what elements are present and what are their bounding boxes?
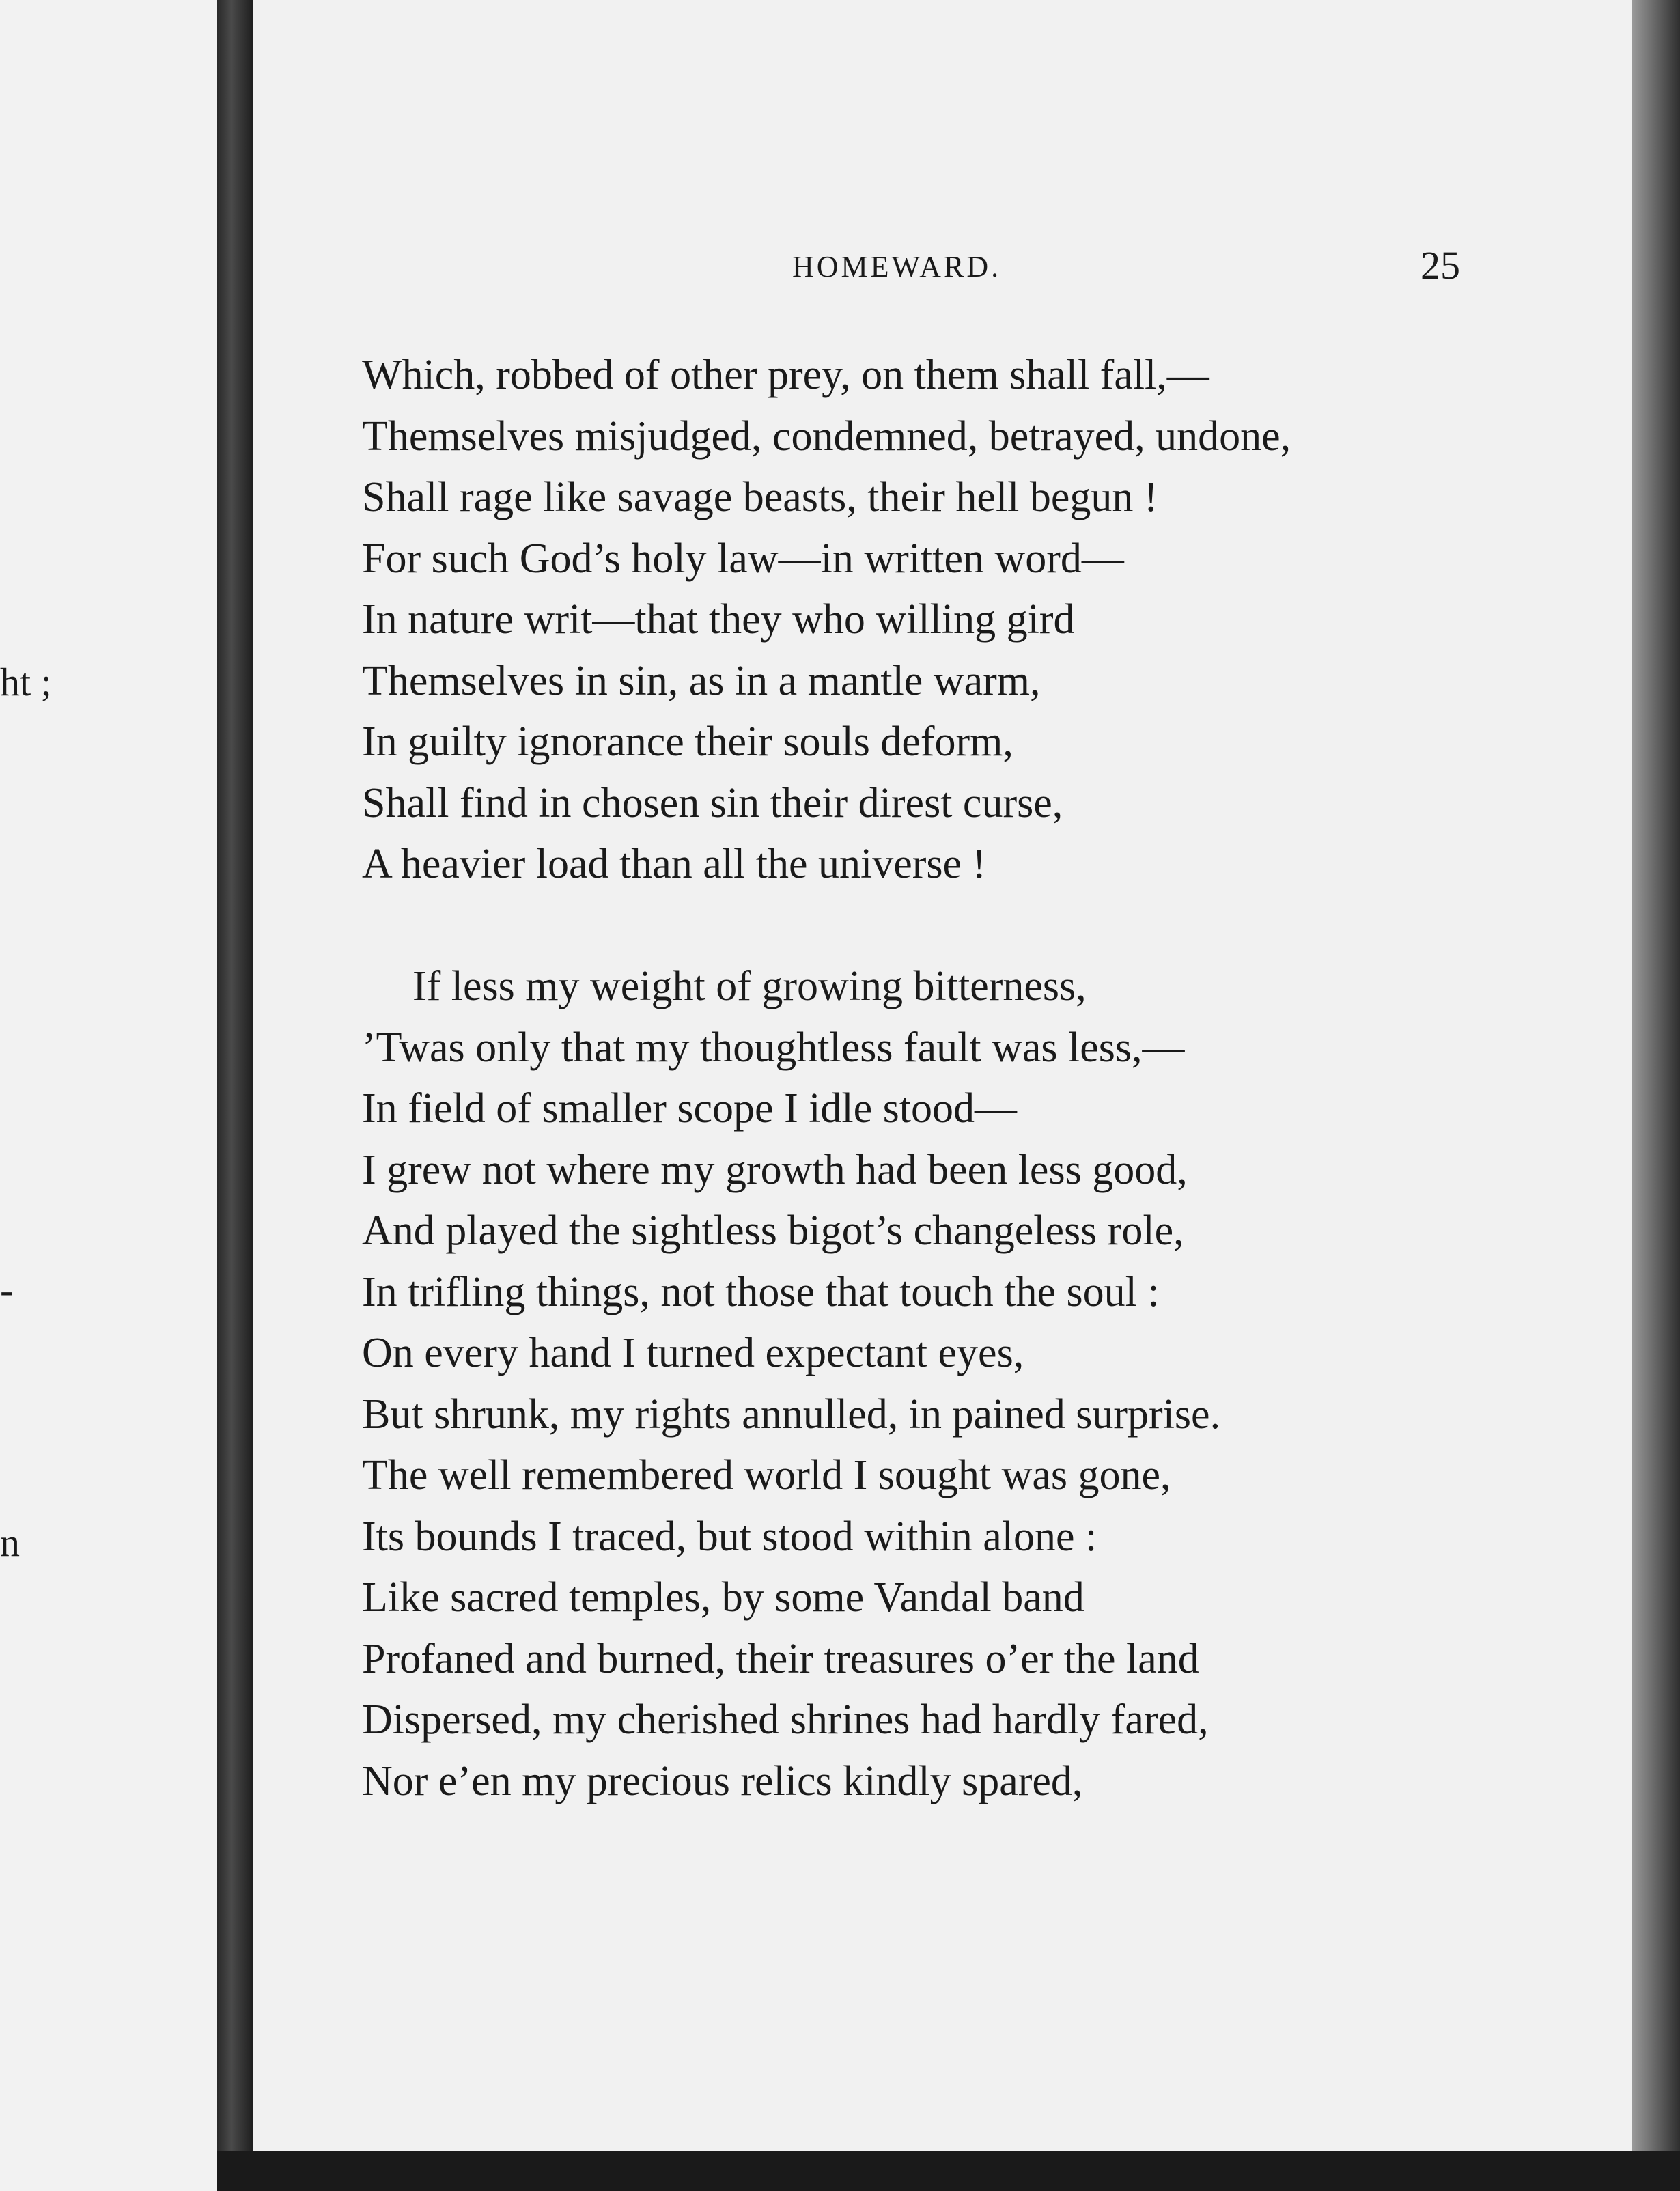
poem-line: In guilty ignorance their souls deform, xyxy=(362,718,1013,765)
poem-line: In trifling things, not those that touch the soul : xyxy=(362,1268,1160,1315)
poem-line: Shall find in chosen sin their direst curse, xyxy=(362,779,1063,826)
poem-line: In nature writ—that they who willing gird xyxy=(362,596,1075,643)
poem-line-indented: If less my weight of growing bitterness, xyxy=(412,963,1087,1009)
left-page-fragment: n xyxy=(0,1520,20,1565)
left-facing-page xyxy=(0,0,217,2191)
poem-line: Shall rage like savage beasts, their hell begun ! xyxy=(362,474,1158,520)
poem-line: Profaned and burned, their treasures o’er the land xyxy=(362,1635,1199,1682)
poem-line: Dispersed, my cherished shrines had hardly fared, xyxy=(362,1697,1209,1743)
poem-line: In field of smaller scope I idle stood— xyxy=(362,1085,1018,1132)
poem-line: But shrunk, my rights annulled, in pained surprise. xyxy=(362,1391,1221,1438)
stanza-2 xyxy=(362,956,1523,1812)
poem-line: And played the sightless bigot’s changeless role, xyxy=(362,1208,1184,1254)
poem-line: Which, robbed of other prey, on them shall fall,— xyxy=(362,352,1209,398)
book-binding-gutter xyxy=(217,0,253,2191)
poem-line: I grew not where my growth had been less good, xyxy=(362,1146,1188,1193)
page-edge xyxy=(1632,0,1680,2191)
running-title: HOMEWARD. xyxy=(792,250,1002,283)
poem-line: For such God’s holy law—in written word— xyxy=(362,535,1124,582)
stanza-1 xyxy=(362,345,1523,895)
poem-line: A heavier load than all the universe ! xyxy=(362,841,987,887)
left-page-fragment: - xyxy=(0,1268,14,1312)
poem-line: Nor e’en my precious relics kindly spared, xyxy=(362,1757,1083,1804)
page-number: 25 xyxy=(1420,243,1460,288)
poem-line: Themselves misjudged, condemned, betrayed, undone, xyxy=(362,413,1291,460)
poem-line: Its bounds I traced, but stood within alone : xyxy=(362,1513,1097,1560)
bottom-edge xyxy=(217,2151,1680,2191)
left-page-fragment: ht ; xyxy=(0,660,52,704)
poem-line: Like sacred temples, by some Vandal band xyxy=(362,1574,1084,1621)
poem-line: ’Twas only that my thoughtless fault was less,— xyxy=(362,1024,1185,1071)
poem-line: Themselves in sin, as in a mantle warm, xyxy=(362,657,1041,704)
poem-line: On every hand I turned expectant eyes, xyxy=(362,1330,1024,1376)
poem-line: The well remembered world I sought was gone, xyxy=(362,1452,1171,1498)
